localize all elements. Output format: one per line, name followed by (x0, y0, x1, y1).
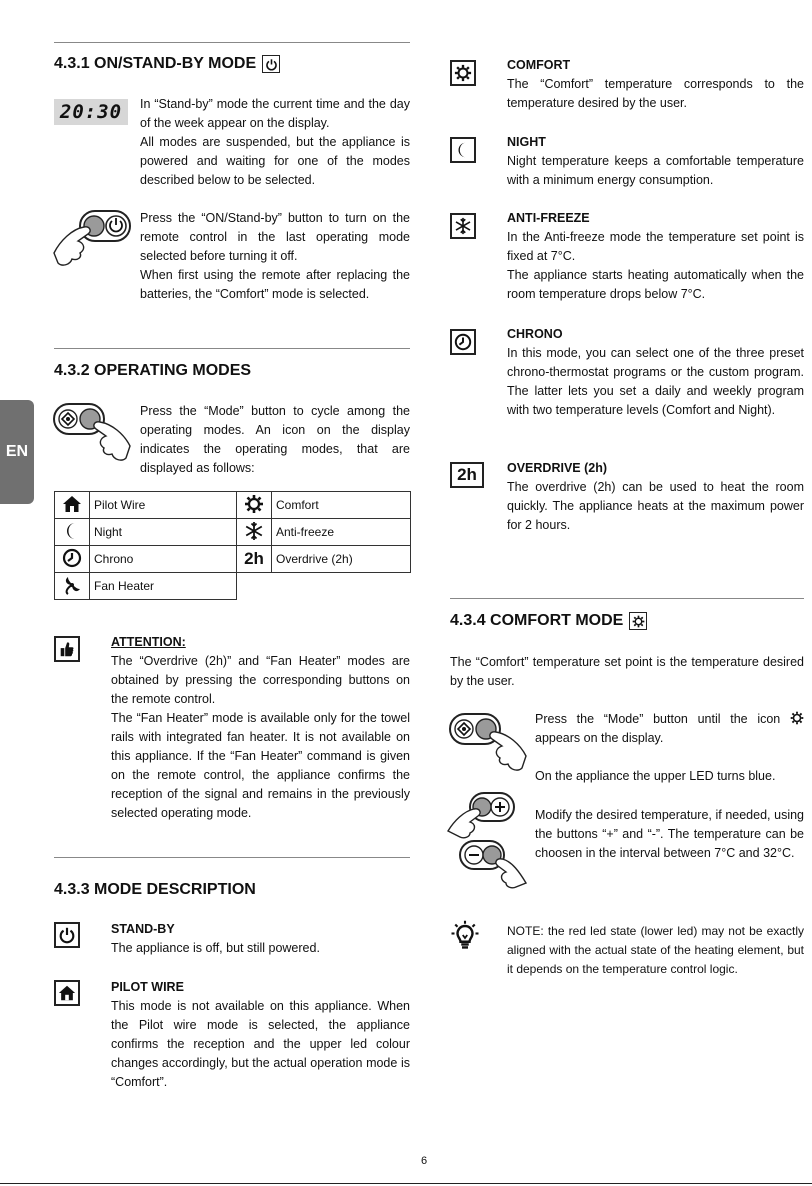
comfort-step-2: On the appliance the upper LED turns blue. (535, 769, 776, 783)
moon-icon (62, 521, 82, 541)
display-time: 20:30 (54, 99, 128, 125)
mode-instructions: Press the “Mode” button to cycle among the operating modes. An icon on the display indicates the operating modes, that are displayed as follows: (140, 404, 410, 475)
sun-icon (450, 60, 476, 86)
mode-label-fan-heater: Fan Heater (90, 573, 237, 600)
section-heading-4-3-2: 4.3.2 OPERATING MODES (54, 362, 252, 379)
chrono-text: In this mode, you can select one of the three preset chrono-thermostat programs or the custom program. The latter lets you set a daily and weekly program with two temperature levels (Comfort and Night). (507, 346, 804, 417)
remote-mode-button-illustration (446, 712, 530, 774)
moon-icon (450, 137, 476, 163)
table-icon-cell (55, 492, 90, 519)
mode-label-overdrive: Overdrive (2h) (272, 546, 411, 573)
section-heading-text: 4.3.4 COMFORT MODE (450, 612, 624, 630)
comfort-step-3: Modify the desired temperature, if needed, using the buttons “+” and “-”. The temperature can be choosen in the interval between 7°C and 32°C. (535, 808, 804, 860)
section-heading-4-3-1 (54, 55, 280, 73)
comfort-text: The “Comfort” temperature corresponds to the temperature desired by the user. (507, 77, 804, 110)
standby-description (140, 95, 410, 190)
snowflake-icon (244, 521, 264, 541)
mode-label-pilot-wire: Pilot Wire (90, 492, 237, 519)
comfort-step-1-text: Press the “Mode” button until the icon (535, 712, 781, 726)
language-tab: EN (0, 400, 34, 504)
comfort-step-1-text-end: appears on the display. (535, 731, 664, 745)
bottom-border (0, 1183, 812, 1184)
mode-label-comfort: Comfort (272, 492, 411, 519)
remote-plus-minus-buttons-illustration (446, 791, 530, 895)
lightbulb-icon (450, 920, 480, 950)
comfort-note: NOTE: the red led state (lower led) may not be exactly aligned with the actual state of the heating element, but it depends on the temperature control logic. (507, 924, 804, 976)
pilot-wire-title: PILOT WIRE (111, 980, 184, 994)
table-row (55, 519, 411, 546)
power-para-2: When first using the remote after replacing the batteries, the “Comfort” mode is selected. (140, 268, 410, 301)
house-icon (54, 980, 80, 1006)
clock-icon (450, 329, 476, 355)
night-text: Night temperature keeps a comfortable temperature with a minimum energy consumption. (507, 154, 804, 187)
remote-mode-button-illustration (50, 402, 134, 464)
divider (54, 857, 410, 858)
sun-icon (790, 711, 804, 725)
section-heading-text: 4.3.1 ON/STAND-BY MODE (54, 55, 257, 73)
divider (54, 348, 410, 349)
table-row (55, 573, 411, 600)
sun-icon (244, 494, 264, 514)
divider (54, 42, 410, 43)
page-number: 6 (420, 1155, 428, 1167)
table-icon-cell (55, 519, 90, 546)
power-para-1: Press the “ON/Stand-by” button to turn on the remote control in the last operating mode selected before turning it off. (140, 211, 410, 263)
power-icon (54, 922, 80, 948)
clock-icon (62, 548, 82, 568)
operating-modes-table (54, 491, 411, 600)
section-heading-4-3-3: 4.3.3 MODE DESCRIPTION (54, 881, 256, 898)
sun-icon (629, 612, 647, 630)
power-instructions (140, 209, 410, 304)
comfort-title: COMFORT (507, 58, 571, 72)
table-icon-cell (55, 573, 90, 600)
mode-label-anti-freeze: Anti-freeze (272, 519, 411, 546)
overdrive-text: The overdrive (2h) can be used to heat the room quickly. The appliance heats at the maximum power for 2 hours. (507, 480, 804, 532)
pilot-wire-text: This mode is not available on this appliance. When the Pilot wire mode is selected, the appliance confirms the reception and the upper led colour changes accordingly, but the actual operation mode is “Comfort”. (111, 999, 410, 1089)
table-icon-cell (55, 546, 90, 573)
mode-label-chrono: Chrono (90, 546, 237, 573)
attention-para-1: The “Overdrive (2h)” and “Fan Heater” modes are obtained by pressing the corresponding buttons on the remote control. (111, 654, 410, 706)
standby-para-1: In “Stand-by” mode the current time and the day of the week appear on the display. (140, 97, 410, 130)
anti-freeze-para-1: In the Anti-freeze mode the temperature set point is fixed at 7°C. (507, 230, 804, 263)
overdrive-2h-icon: 2h (237, 546, 272, 573)
attention-para-2: The “Fan Heater” mode is available only for the towel rails with integrated fan heater. It is not available on this appliance. If the “Fan Heater” command is given on the remote control, the appliance confirms the reception of the signal and remains in the previously selected operating mode. (111, 711, 410, 820)
anti-freeze-text (507, 228, 804, 304)
standby-para-2: All modes are suspended, but the appliance is powered and waiting for one of the modes described below to be selected. (140, 135, 410, 187)
power-icon (262, 55, 280, 73)
overdrive-title: OVERDRIVE (2h) (507, 461, 608, 475)
standby-title: STAND-BY (111, 922, 175, 936)
attention-hand-icon (54, 636, 80, 662)
night-title: NIGHT (507, 135, 546, 149)
attention-title: ATTENTION: (111, 635, 186, 649)
table-row (55, 546, 411, 573)
overdrive-2h-icon: 2h (450, 462, 484, 488)
mode-label-night: Night (90, 519, 237, 546)
remote-power-button-illustration (50, 207, 134, 271)
table-icon-cell (237, 492, 272, 519)
chrono-title: CHRONO (507, 327, 563, 341)
house-icon (62, 494, 82, 514)
comfort-mode-intro: The “Comfort” temperature set point is the temperature desired by the user. (450, 655, 804, 688)
snowflake-icon (450, 213, 476, 239)
table-icon-cell (237, 519, 272, 546)
comfort-step-1 (535, 710, 804, 748)
fan-icon (62, 575, 82, 595)
anti-freeze-para-2: The appliance starts heating automatically when the room temperature drops below 7°C. (507, 268, 804, 301)
table-row (55, 492, 411, 519)
anti-freeze-title: ANTI-FREEZE (507, 211, 590, 225)
divider (450, 598, 804, 599)
standby-text: The appliance is off, but still powered. (111, 941, 320, 955)
attention-note (111, 633, 410, 823)
section-heading-4-3-4 (450, 612, 647, 630)
